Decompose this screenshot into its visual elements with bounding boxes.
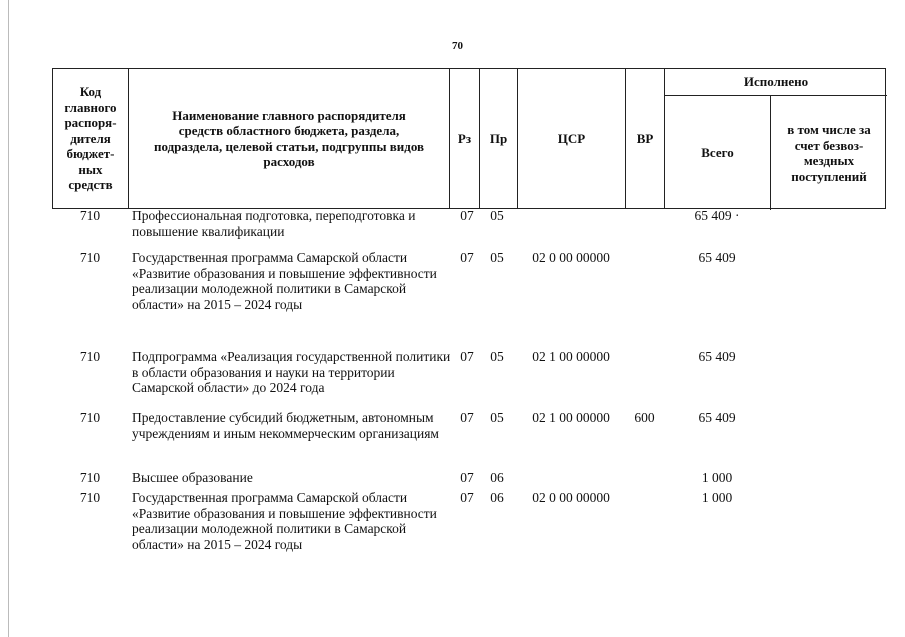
cell-csr: 02 1 00 00000 xyxy=(532,349,610,364)
header-csr: ЦСР xyxy=(518,69,626,208)
cell-name: Государственная программа Самарской области «Развитие образования и повышение эффективности реализации молодежной политики в Самарской области» на 2015 – 2024 годы xyxy=(132,490,437,552)
cell-rz: 07 xyxy=(460,490,474,505)
cell-total: 65 409 xyxy=(698,349,736,364)
cell-code: 710 xyxy=(79,470,101,485)
cell-name: Государственная программа Самарской области «Развитие образования и повышение эффективности реализации молодежной политики в Самарской области» на 2015 – 2024 годы xyxy=(132,250,437,312)
cell-total: 65 409 · xyxy=(694,208,740,223)
cell-pr: 05 xyxy=(490,250,504,265)
header-pr: Пр xyxy=(480,69,518,208)
header-code: Код главного распоря-дителя бюджет-ных средств xyxy=(53,69,129,208)
header-rz: Рз xyxy=(450,69,480,208)
header-executed: Исполнено xyxy=(665,69,887,96)
page-edge xyxy=(8,0,9,637)
header-total: Всего xyxy=(665,96,771,210)
cell-rz: 07 xyxy=(460,250,474,265)
header-gratuitous: в том числе за счет безвоз-мездных поступлений xyxy=(787,122,871,184)
cell-rz: 07 xyxy=(460,470,474,485)
cell-rz: 07 xyxy=(460,410,474,425)
table-header xyxy=(52,68,886,209)
cell-name: Подпрограмма «Реализация государственной политики в области образования и науки на территории Самарской области» до 2024 года xyxy=(132,349,451,395)
page-number: 70 xyxy=(452,40,463,52)
cell-total: 65 409 xyxy=(698,250,736,265)
cell-vr: 600 xyxy=(634,410,655,425)
cell-code: 710 xyxy=(79,250,101,265)
cell-name: Высшее образование xyxy=(132,470,253,485)
cell-total: 1 000 xyxy=(701,490,733,505)
cell-pr: 05 xyxy=(490,349,504,364)
cell-total: 1 000 xyxy=(701,470,733,485)
cell-pr: 05 xyxy=(490,208,504,223)
cell-csr: 02 0 00 00000 xyxy=(532,490,610,505)
cell-rz: 07 xyxy=(460,349,474,364)
cell-code: 710 xyxy=(79,208,101,223)
cell-csr: 02 1 00 00000 xyxy=(532,410,610,425)
cell-total: 65 409 xyxy=(698,410,736,425)
cell-pr: 06 xyxy=(490,490,504,505)
header-vr: ВР xyxy=(626,69,665,208)
cell-name: Профессиональная подготовка, переподготовка и повышение квалификации xyxy=(132,208,416,239)
cell-name: Предоставление субсидий бюджетным, автономным учреждениям и иным некоммерческим организациям xyxy=(132,410,439,441)
cell-csr: 02 0 00 00000 xyxy=(532,250,610,265)
cell-code: 710 xyxy=(79,349,101,364)
cell-code: 710 xyxy=(79,410,101,425)
cell-code: 710 xyxy=(79,490,101,505)
cell-pr: 06 xyxy=(490,470,504,485)
header-name: Наименование главного распорядителя средств областного бюджета, раздела, подраздела, целевой статьи, подгруппы видов расходов xyxy=(129,69,450,208)
cell-rz: 07 xyxy=(460,208,474,223)
cell-pr: 05 xyxy=(490,410,504,425)
